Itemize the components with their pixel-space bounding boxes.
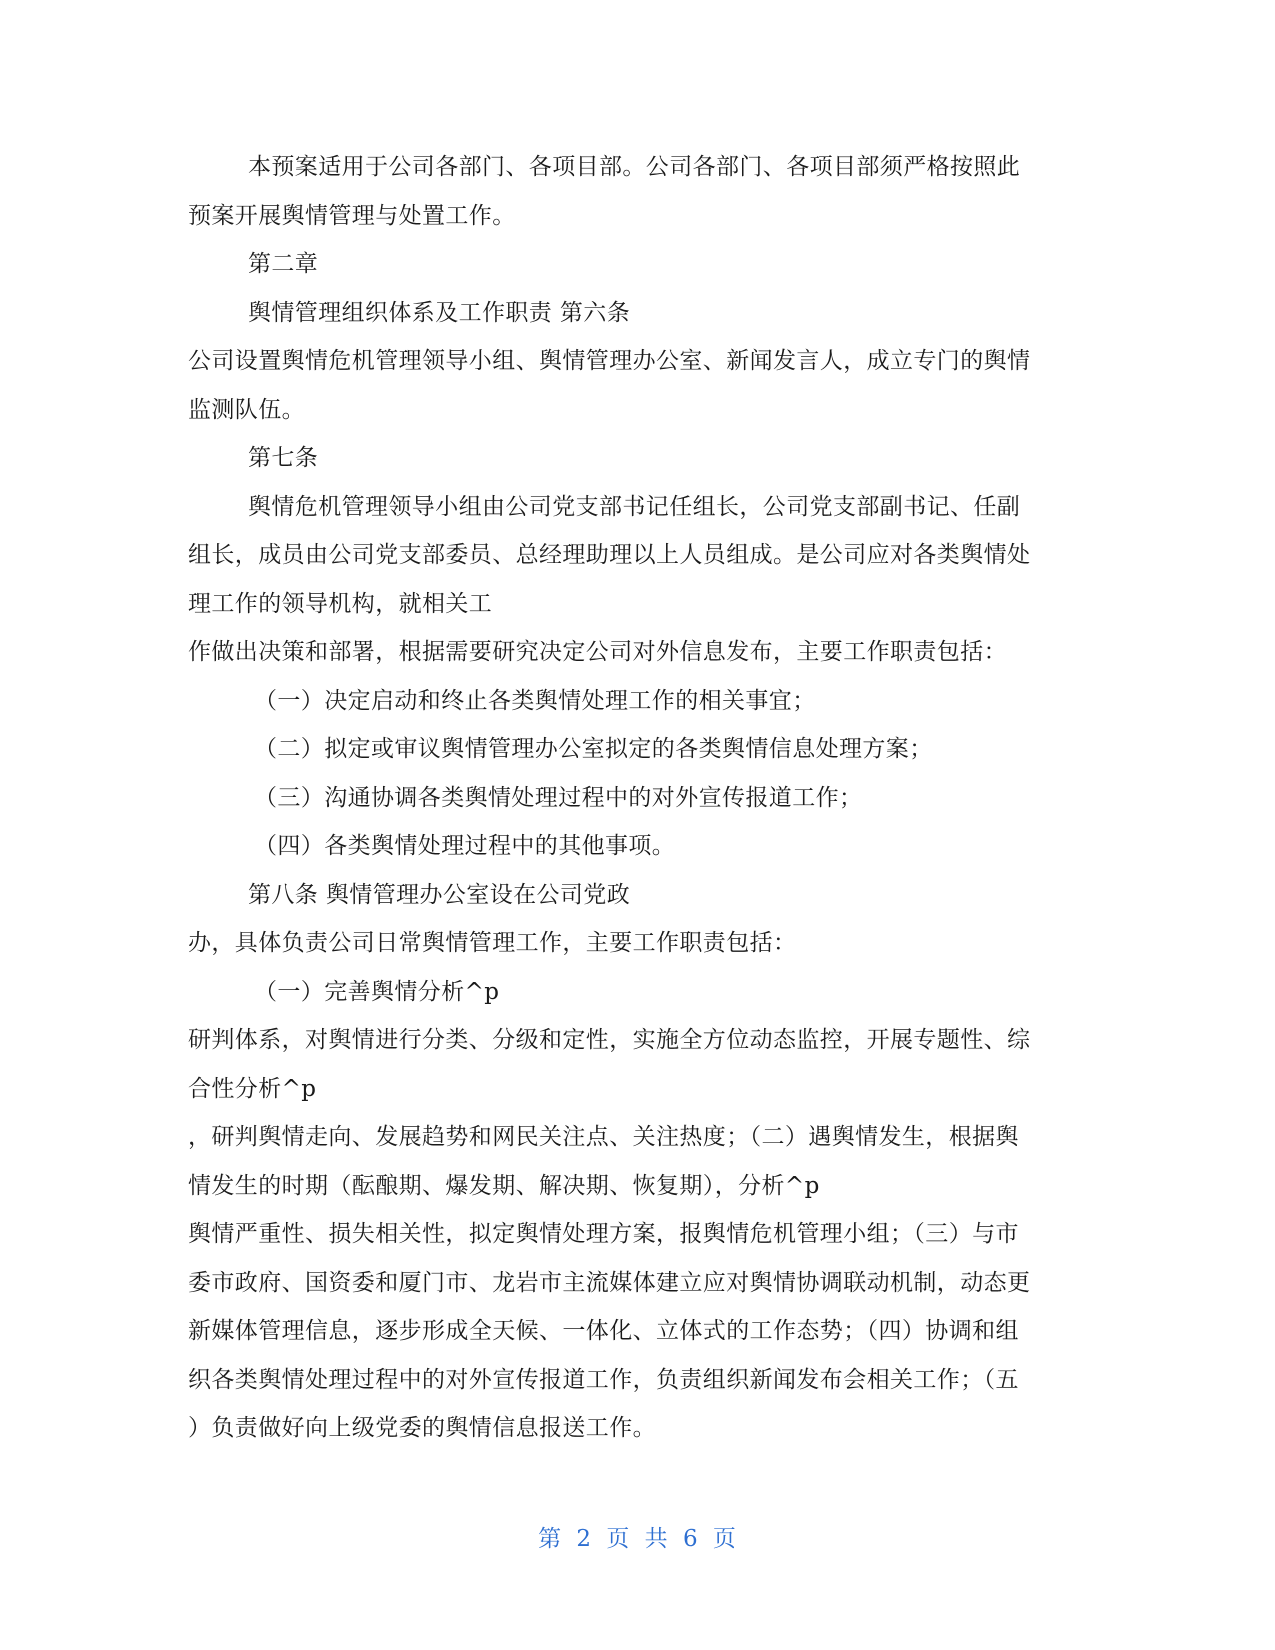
text-line: 监测队伍。 [188, 396, 305, 423]
list-item: （四）各类舆情处理过程中的其他事项。 [254, 833, 676, 859]
text-line: ）负责做好向上级党委的舆情信息报送工作。 [188, 1415, 656, 1441]
text-line: 组长，成员由公司党支部委员、总经理助理以上人员组成。是公司应对各类舆情处 [188, 542, 1031, 568]
text-line: 织各类舆情处理过程中的对外宣传报道工作，负责组织新闻发布会相关工作；（五 [188, 1366, 1019, 1393]
section-heading: 舆情管理组织体系及工作职责 第六条 [248, 299, 631, 326]
text-line: 舆情危机管理领导小组由公司党支部书记任组长，公司党支部副书记、任副 [248, 493, 1021, 520]
text-line: 办，具体负责公司日常舆情管理工作，主要工作职责包括： [188, 930, 797, 956]
article-heading: 第八条 舆情管理办公室设在公司党政 [248, 881, 631, 908]
text-line: 舆情严重性、损失相关性，拟定舆情处理方案，报舆情危机管理小组；（三）与市 [188, 1221, 1019, 1247]
text-line: ，研判舆情走向、发展趋势和网民关注点、关注热度；（二）遇舆情发生，根据舆 [188, 1124, 1019, 1150]
text-line: 理工作的领导机构，就相关工 [188, 590, 493, 617]
text-line: 合性分析^p [188, 1075, 317, 1102]
text-line: 委市政府、国资委和厦门市、龙岩市主流媒体建立应对舆情协调联动机制，动态更 [188, 1269, 1031, 1296]
page-number-footer: 第 2 页 共 6 页 [538, 1526, 737, 1552]
text-line: 作做出决策和部署，根据需要研究决定公司对外信息发布，主要工作职责包括： [188, 639, 1007, 665]
article-heading: 第七条 [248, 445, 319, 471]
text-line: 新媒体管理信息，逐步形成全天候、一体化、立体式的工作态势；（四）协调和组 [188, 1318, 1019, 1344]
text-line: 预案开展舆情管理与处置工作。 [188, 202, 516, 229]
list-item: （一）决定启动和终止各类舆情处理工作的相关事宜； [254, 687, 816, 714]
list-item: （三）沟通协调各类舆情处理过程中的对外宣传报道工作； [254, 784, 863, 811]
text-line: 本预案适用于公司各部门、各项目部。公司各部门、各项目部须严格按照此 [248, 154, 1021, 180]
list-item: （一）完善舆情分析^p [254, 978, 500, 1005]
chapter-heading: 第二章 [248, 251, 319, 277]
text-line: 公司设置舆情危机管理领导小组、舆情管理办公室、新闻发言人，成立专门的舆情 [188, 348, 1031, 374]
text-line: 研判体系，对舆情进行分类、分级和定性，实施全方位动态监控，开展专题性、综 [188, 1027, 1031, 1053]
text-line: 情发生的时期（酝酿期、爆发期、解决期、恢复期），分析^p [188, 1172, 820, 1199]
list-item: （二）拟定或审议舆情管理办公室拟定的各类舆情信息处理方案； [254, 736, 933, 762]
document-body [188, 143, 1088, 1453]
